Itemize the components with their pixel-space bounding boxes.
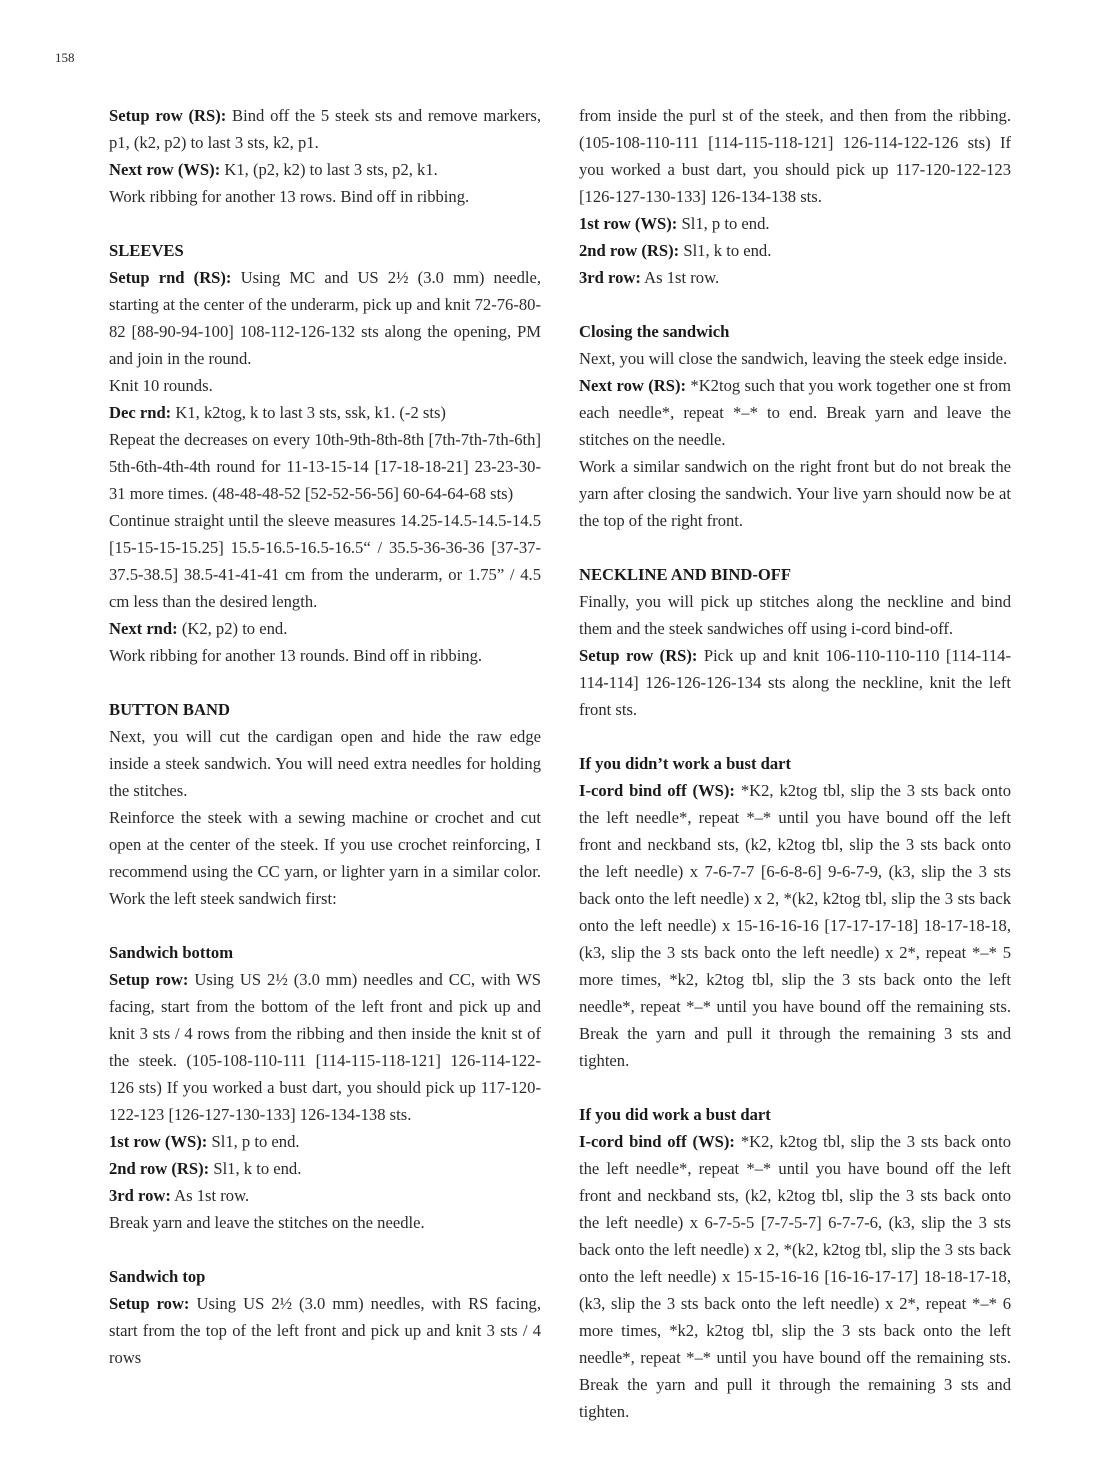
- next-rnd-text: (K2, p2) to end.: [177, 619, 288, 638]
- second-row-paragraph: [579, 237, 1011, 264]
- third-row-paragraph: [579, 264, 1011, 291]
- sandwich-bottom-setup-label: Setup row:: [109, 970, 189, 989]
- first-row-text: Sl1, p to end.: [207, 1132, 300, 1151]
- work-ribbing-rounds-paragraph: Work ribbing for another 13 rounds. Bind off in ribbing.: [109, 646, 483, 665]
- second-row-paragraph: [109, 1155, 541, 1182]
- sleeves-heading: SLEEVES: [109, 241, 184, 260]
- second-row-label: 2nd row (RS):: [579, 241, 680, 260]
- bust-dart-paragraph: [579, 1128, 1011, 1425]
- first-row-paragraph: [109, 1128, 541, 1155]
- first-row-label: 1st row (WS):: [109, 1132, 208, 1151]
- continue-straight-paragraph: Continue straight until the sleeve measures 14.25-14.5-14.5-14.5 [15-15-15-15.25] 15.5-16.5-16.5-16.5“ / 35.5-36-36-36 [37-37-37.5-38.5] 38.5-41-41-41 cm from the underarm, or 1.75” / 4.5 cm less than the desired length.: [109, 511, 541, 611]
- no-bust-dart-text: *K2, k2tog tbl, slip the 3 sts back onto the left needle*, repeat *–* until you have bound off the left front and neckband sts, (k2, k2tog tbl, slip the 3 sts back onto the left needle) x 7-6-7-7 [6-6-8-6] 9-6-7-9, (k3, slip the 3 sts back onto the left needle) x 2, *(k2, k2tog tbl, slip the 3 sts back onto the left needle) x 15-16-16-16 [17-17-17-18] 18-17-18-18, (k3, slip the 3 sts back onto the left needle) x 2*, repeat *–* 5 more times, *k2, k2tog tbl, slip the 3 sts back onto the left needle*, repeat *–* until you have bound off the remaining sts. Break the yarn and pull it through the remaining 3 sts and tighten.: [579, 781, 1012, 1070]
- sandwich-top-setup-paragraph: [109, 1290, 541, 1371]
- bust-dart-label: I-cord bind off (WS):: [579, 1132, 735, 1151]
- third-row-label: 3rd row:: [579, 268, 641, 287]
- page-number: 158: [55, 50, 75, 65]
- third-row-text: As 1st row.: [170, 1186, 250, 1205]
- third-row-text: As 1st row.: [640, 268, 720, 287]
- second-row-text: Sl1, k to end.: [679, 241, 772, 260]
- bust-dart-heading: If you did work a bust dart: [579, 1105, 771, 1124]
- first-row-text: Sl1, p to end.: [677, 214, 770, 233]
- sandwich-bottom-heading: Sandwich bottom: [109, 943, 234, 962]
- first-row-label: 1st row (WS):: [579, 214, 678, 233]
- next-rnd-paragraph: [109, 615, 541, 642]
- knit-rounds-paragraph: Knit 10 rounds.: [109, 376, 213, 395]
- button-band-intro-paragraph: Next, you will cut the cardigan open and hide the raw edge inside a steek sandwich. You will need extra needles for holding the stitches.: [109, 727, 541, 800]
- neckline-setup-label: Setup row (RS):: [579, 646, 698, 665]
- neckline-intro-paragraph: Finally, you will pick up stitches along the neckline and bind them and the steek sandwiches off using i-cord bind-off.: [579, 592, 1011, 638]
- sandwich-top-setup-text: Using US 2½ (3.0 mm) needles, with RS facing, start from the top of the left front and pick up and knit 3 sts / 4 rows: [109, 1294, 541, 1367]
- next-row-label: Next row (WS):: [109, 160, 221, 179]
- closing-next-row-paragraph: [579, 372, 1011, 453]
- similar-sandwich-paragraph: Work a similar sandwich on the right front but do not break the yarn after closing the sandwich. Your live yarn should now be at the top of the right front.: [579, 457, 1011, 530]
- sandwich-top-heading: Sandwich top: [109, 1267, 206, 1286]
- neckline-setup-text: Pick up and knit 106-110-110-110 [114-114-114-114] 126-126-126-134 sts along the neckline, knit the left front sts.: [579, 646, 1011, 719]
- work-ribbing-paragraph: Work ribbing for another 13 rows. Bind off in ribbing.: [109, 187, 470, 206]
- setup-row-paragraph: [109, 102, 541, 156]
- button-band-heading: BUTTON BAND: [109, 700, 230, 719]
- left-column: [109, 102, 541, 1371]
- setup-rnd-paragraph: [109, 264, 541, 372]
- third-row-label: 3rd row:: [109, 1186, 171, 1205]
- no-bust-dart-heading: If you didn’t work a bust dart: [579, 754, 792, 773]
- next-row-text: K1, (p2, k2) to last 3 sts, p2, k1.: [220, 160, 438, 179]
- sandwich-bottom-setup-paragraph: [109, 966, 541, 1128]
- bust-dart-text: *K2, k2tog tbl, slip the 3 sts back onto the left needle*, repeat *–* until you have bound off the left front and neckband sts, (k2, k2tog tbl, slip the 3 sts back onto the left needle) x 6-7-5-5 [7-7-5-7] 6-7-7-6, (k3, slip the 3 sts back onto the left needle) x 2, *(k2, k2tog tbl, slip the 3 sts back onto the left needle) x 15-15-16-16 [16-16-17-17] 18-18-17-18, (k3, slip the 3 sts back onto the left needle) x 2*, repeat *–* 6 more times, *k2, k2tog tbl, slip the 3 sts back onto the left needle*, repeat *–* until you have bound off the remaining sts. Break the yarn and pull it through the remaining 3 sts and tighten.: [579, 1132, 1012, 1421]
- setup-row-text: Bind off the 5 steek sts and remove markers, p1, (k2, p2) to last 3 sts, k2, p1.: [109, 106, 542, 152]
- closing-next-row-text: *K2tog such that you work together one st from each needle*, repeat *–* to end. Break yarn and leave the stitches on the needle.: [579, 376, 1011, 449]
- dec-rnd-label: Dec rnd:: [109, 403, 172, 422]
- repeat-decreases-paragraph: Repeat the decreases on every 10th-9th-8th-8th [7th-7th-7th-6th] 5th-6th-4th-4th round for 11-13-15-14 [17-18-18-21] 23-23-30-31 more times. (48-48-48-52 [52-52-56-56] 60-64-64-68 sts): [109, 430, 541, 503]
- dec-rnd-paragraph: [109, 399, 541, 426]
- sandwich-bottom-setup-text: Using US 2½ (3.0 mm) needles and CC, with WS facing, start from the bottom of the left front and pick up and knit 3 sts / 4 rows from the ribbing and then inside the knit st of the steek. (105-108-110-111 [114-115-118-121] 126-114-122-126 sts) If you worked a bust dart, you should pick up 117-120-122-123 [126-127-130-133] 126-134-138 sts.: [109, 970, 541, 1124]
- sandwich-top-setup-label: Setup row:: [109, 1294, 190, 1313]
- sandwich-top-continued-paragraph: from inside the purl st of the steek, and then from the ribbing. (105-108-110-111 [114-115-118-121] 126-114-122-126 sts) If you worked a bust dart, you should pick up 117-120-122-123 [126-127-130-133] 126-134-138 sts.: [579, 106, 1011, 206]
- second-row-label: 2nd row (RS):: [109, 1159, 210, 1178]
- third-row-paragraph: [109, 1182, 541, 1209]
- second-row-text: Sl1, k to end.: [209, 1159, 302, 1178]
- neckline-heading: NECKLINE AND BIND-OFF: [579, 565, 792, 584]
- right-column: [579, 102, 1011, 1425]
- setup-row-label: Setup row (RS):: [109, 106, 227, 125]
- next-row-paragraph: [109, 156, 541, 183]
- no-bust-dart-label: I-cord bind off (WS):: [579, 781, 735, 800]
- setup-rnd-text: Using MC and US 2½ (3.0 mm) needle, starting at the center of the underarm, pick up and knit 72-76-80-82 [88-90-94-100] 108-112-126-132 sts along the opening, PM and join in the round.: [109, 268, 541, 368]
- setup-rnd-label: Setup rnd (RS):: [109, 268, 232, 287]
- closing-next-row-label: Next row (RS):: [579, 376, 687, 395]
- first-row-paragraph: [579, 210, 1011, 237]
- closing-intro-paragraph: Next, you will close the sandwich, leaving the steek edge inside.: [579, 349, 1008, 368]
- reinforce-paragraph: Reinforce the steek with a sewing machine or crochet and cut open at the center of the steek. If you use crochet reinforcing, I recommend using the CC yarn, or lighter yarn in a similar color. Work the left steek sandwich first:: [109, 808, 541, 908]
- no-bust-dart-paragraph: [579, 777, 1011, 1074]
- next-rnd-label: Next rnd:: [109, 619, 178, 638]
- dec-rnd-text: K1, k2tog, k to last 3 sts, ssk, k1. (-2 sts): [171, 403, 446, 422]
- neckline-setup-paragraph: [579, 642, 1011, 723]
- break-yarn-paragraph: Break yarn and leave the stitches on the needle.: [109, 1213, 425, 1232]
- closing-sandwich-heading: Closing the sandwich: [579, 322, 730, 341]
